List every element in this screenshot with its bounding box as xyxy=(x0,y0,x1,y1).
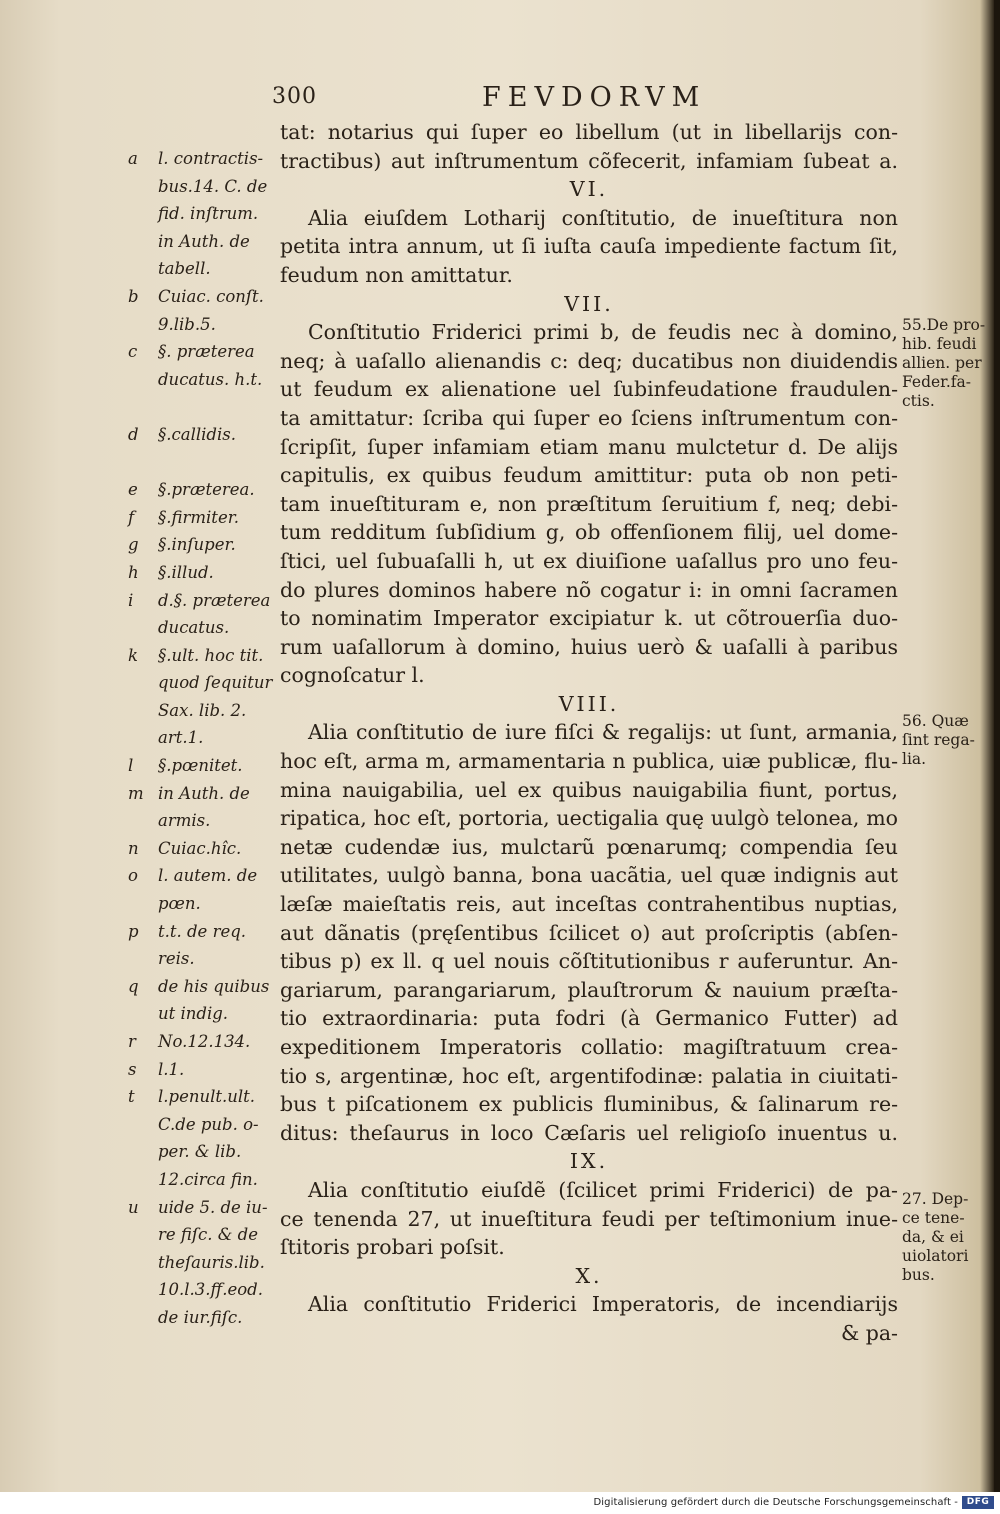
note-marker: d xyxy=(128,424,139,444)
text-line: to nominatim Imperator excipiatur k. ut cõtrouerſia duo- xyxy=(280,606,898,631)
text-line: tat: notarius qui ſuper eo libellum (ut in libellarijs con- xyxy=(280,120,898,144)
note-marker: r xyxy=(128,1032,136,1051)
marginal-note-line xyxy=(128,504,276,532)
section-heading: X. xyxy=(575,1263,603,1288)
text-line: ut feudum ex alienatione uel ſubinfeudatione fraudulen- xyxy=(280,377,898,402)
text-line: rum uaſallorum à domino, huius uerò & uaſalli à paribus xyxy=(280,634,898,659)
footer-credit: Digitalisierung gefördert durch die Deutsche Forschungsgemeinschaft - xyxy=(593,1497,958,1508)
running-head: FEVDORVM xyxy=(482,82,707,113)
note-citation: Sax. lib. 2. xyxy=(158,700,247,720)
marginal-note-line xyxy=(128,1276,276,1304)
note-citation: ducatus. xyxy=(158,618,230,638)
marginal-note-line xyxy=(128,862,276,890)
note-marker: n xyxy=(128,838,139,858)
note-citation: ducatus. h.t. xyxy=(158,369,263,389)
marginal-note-line xyxy=(128,835,276,863)
marginal-note-line xyxy=(128,393,276,421)
note-citation: t.t. de req. xyxy=(158,921,247,941)
note-citation: ut indig. xyxy=(158,1004,229,1024)
note-citation: No.12.134. xyxy=(158,1032,251,1051)
note-marker: g xyxy=(128,535,139,555)
note-marker: a xyxy=(128,149,138,168)
right-note-text: 55.De pro- hib. feudi allien. per Feder.fa- ctis. xyxy=(902,316,986,410)
note-citation: C.de pub. o- xyxy=(158,1114,259,1134)
marginal-note-line xyxy=(128,311,276,339)
text-line: Conſtitutio Friderici primi b, de feudis nec à domino, xyxy=(308,320,898,345)
text-line: tractibus) aut inſtrumentum cõfecerit, infamiam ſubeat a. xyxy=(280,148,898,173)
note-citation: reis. xyxy=(158,949,195,969)
text-line: tum redditum ſubſidium g, ob offenſionem filij, uel dome- xyxy=(280,520,898,545)
note-marker: h xyxy=(128,562,139,582)
marginal-note-line xyxy=(128,752,276,780)
note-citation: Cuiac.hîc. xyxy=(158,838,242,858)
marginal-note-line xyxy=(128,1056,276,1084)
marginal-note-line xyxy=(128,173,276,201)
note-marker: s xyxy=(128,1059,137,1079)
note-citation: bus.14. C. de xyxy=(158,176,268,196)
marginal-note-line xyxy=(128,200,276,228)
text-line: neq; à uaſallo alienandis c: deq; ducatibus non diuidendis xyxy=(280,348,898,373)
note-citation: l. autem. de xyxy=(158,866,258,886)
text-line: feudum non amittatur. xyxy=(280,262,513,287)
text-line: & pa- xyxy=(840,1320,898,1345)
note-citation: armis. xyxy=(158,811,211,831)
dfg-logo[interactable]: DFG xyxy=(962,1496,994,1509)
text-line: netæ cudendæ ius, mulctarũ pœnarumq; compendia ſeu xyxy=(280,834,898,859)
marginal-note-line xyxy=(128,973,276,1001)
marginal-note-line xyxy=(128,1194,276,1222)
section-heading: VII. xyxy=(564,291,614,316)
marginal-note-line xyxy=(128,697,276,725)
note-citation: §.præterea. xyxy=(158,480,255,500)
text-line: ta amittatur: ſcriba qui ſuper eo ſciens inſtrumentum con- xyxy=(280,405,898,430)
section-heading: VI. xyxy=(569,177,609,202)
footer-bar xyxy=(0,1492,1000,1514)
marginal-note-line xyxy=(128,1000,276,1028)
note-citation: tabell. xyxy=(158,259,211,279)
page-number: 300 xyxy=(272,84,317,109)
note-citation: art.1. xyxy=(158,728,204,748)
note-citation: re fiſc. & de xyxy=(158,1225,258,1245)
marginal-note-line xyxy=(128,642,276,670)
note-citation: uide 5. de iu- xyxy=(158,1197,268,1217)
marginal-note-line xyxy=(128,283,276,311)
note-marker: i xyxy=(128,590,134,610)
marginal-note-line xyxy=(128,724,276,752)
marginal-note-line xyxy=(128,1083,276,1111)
note-citation: pœn. xyxy=(158,894,201,914)
right-note-56 xyxy=(902,712,994,769)
section-heading: VIII. xyxy=(558,691,620,716)
note-citation: §.inſuper. xyxy=(158,535,236,555)
note-marker: f xyxy=(128,507,135,527)
marginal-note-line xyxy=(128,559,276,587)
right-note-55 xyxy=(902,316,994,411)
text-line: utilitates, uulgò banna, bona uacãtia, uel quæ indignis aut xyxy=(280,863,898,888)
note-citation: in Auth. de xyxy=(158,783,250,803)
scan-edge xyxy=(994,0,1000,1492)
text-line: ditus: theſaurus in loco Cæſaris uel religioſo inuentus u. xyxy=(280,1120,898,1145)
note-citation: l. contractis- xyxy=(158,149,264,168)
text-line: ſtitoris probari poſsit. xyxy=(280,1235,505,1260)
marginal-note-line xyxy=(128,1111,276,1139)
marginal-note-line xyxy=(128,890,276,918)
text-line: Alia conſtitutio Friderici Imperatoris, de incendiarijs xyxy=(308,1292,898,1317)
note-marker: c xyxy=(128,342,138,362)
section-heading: IX. xyxy=(569,1149,609,1174)
left-marginal-notes xyxy=(128,145,276,1332)
text-line: Alia conſtitutio eiuſdẽ (ſcilicet primi Friderici) de pa- xyxy=(308,1177,898,1202)
note-citation: in Auth. de xyxy=(158,231,250,251)
note-citation: fid. inſtrum. xyxy=(158,204,259,224)
text-line: ce tenenda 27, ut inueſtitura feudi per teſtimonium inue- xyxy=(280,1206,898,1231)
marginal-note-line xyxy=(128,531,276,559)
right-note-text: 27. Dep- ce tene- da, & ei uiolatori bus. xyxy=(902,1190,969,1284)
marginal-note-line xyxy=(128,1304,276,1332)
note-marker: p xyxy=(128,921,139,941)
text-line: Alia conſtitutio de iure fiſci & regalijs: ut ſunt, armania, xyxy=(308,720,898,745)
text-line: gariarum, parangariarum, plauſtrorum & nauium præſta- xyxy=(280,977,898,1002)
note-citation: §. præterea xyxy=(158,342,255,362)
note-citation: §.pœnitet. xyxy=(158,756,243,776)
text-line: expeditionem Imperatoris collatio: magiſtratuum crea- xyxy=(280,1035,898,1059)
note-citation: de iur.fiſc. xyxy=(158,1307,243,1327)
marginal-note-line xyxy=(128,945,276,973)
note-citation: de his quibus xyxy=(158,976,270,996)
note-marker: m xyxy=(128,783,144,803)
main-text-block xyxy=(280,118,898,1348)
note-citation: §.firmiter. xyxy=(158,507,240,527)
note-citation: theſauris.lib. xyxy=(158,1252,265,1272)
note-marker: o xyxy=(128,866,138,886)
marginal-note-line xyxy=(128,587,276,615)
marginal-note-line xyxy=(128,1221,276,1249)
note-marker: u xyxy=(128,1197,139,1217)
text-line: tio s, argentinæ, hoc eſt, argentifodinæ: palatia in ciuitati- xyxy=(280,1063,898,1088)
text-line: ſcripſit, ſuper infamiam etiam manu mulctetur d. De alijs xyxy=(280,434,898,459)
text-line: bus t piſcationem ex publicis fluminibus, & ſalinarum re- xyxy=(280,1092,898,1117)
note-citation: 12.circa fin. xyxy=(158,1169,258,1189)
text-line: læſæ maieſtatis reis, aut inceſtas contrahentibus nuptias, xyxy=(280,892,898,917)
text-line: tibus p) ex ll. q uel nouis cõſtitutionibus r auferuntur. An- xyxy=(280,949,898,974)
text-line: Alia eiuſdem Lotharij conſtitutio, de inueſtitura non xyxy=(308,205,898,230)
text-line: petita intra annum, ut ſi iuſta cauſa impediente factum ſit, xyxy=(280,234,898,259)
note-marker: t xyxy=(128,1087,135,1107)
marginal-note-line xyxy=(128,614,276,642)
note-citation: 9.lib.5. xyxy=(158,314,216,334)
note-citation: quod ſequitur xyxy=(158,673,273,693)
text-line: tam inueſtituram e, non præſtitum ſeruitium f, neq; debi- xyxy=(280,491,898,516)
marginal-note-line xyxy=(128,255,276,283)
marginal-note-line xyxy=(128,145,276,173)
note-citation: §.ult. hoc tit. xyxy=(158,645,264,665)
note-marker: b xyxy=(128,286,139,306)
right-note-text: 56. Quæ ſint rega- lia. xyxy=(902,712,975,768)
text-line: tio extraordinaria: puta fodri (à Germanico Futter) ad xyxy=(280,1006,898,1031)
note-citation: l.1. xyxy=(158,1059,185,1079)
right-note-27 xyxy=(902,1190,994,1285)
text-line: do plures dominos habere nõ cogatur i: in omni ſacramen xyxy=(280,577,898,602)
marginal-note-line xyxy=(128,366,276,394)
marginal-note-line xyxy=(128,1249,276,1277)
note-marker: l xyxy=(128,756,134,776)
note-citation: Cuiac. conſt. xyxy=(158,286,264,306)
marginal-note-line xyxy=(128,338,276,366)
text-line: aut dãnatis (pręſentibus ſcilicet o) aut proſcriptis (abſen- xyxy=(280,920,898,945)
marginal-note-line xyxy=(128,449,276,477)
marginal-note-line xyxy=(128,918,276,946)
text-line: cognoſcatur l. xyxy=(280,663,425,688)
note-citation: d.§. præterea xyxy=(158,590,271,610)
text-line: capitulis, ex quibus feudum amittitur: puta ob non peti- xyxy=(280,463,898,488)
note-marker: e xyxy=(128,480,138,500)
note-citation: per. & lib. xyxy=(158,1142,242,1162)
marginal-note-line xyxy=(128,421,276,449)
marginal-note-line xyxy=(128,476,276,504)
marginal-note-line xyxy=(128,807,276,835)
marginal-note-line xyxy=(128,1138,276,1166)
note-citation: 10.l.3.ff.eod. xyxy=(158,1280,263,1300)
text-line: mina nauigabilia, uel ex quibus nauigabilia fiunt, portus, xyxy=(280,777,898,802)
note-citation: §.callidis. xyxy=(158,424,236,444)
note-citation: l.penult.ult. xyxy=(158,1087,256,1107)
marginal-note-line xyxy=(128,1166,276,1194)
marginal-note-line xyxy=(128,228,276,256)
note-marker: q xyxy=(128,976,139,996)
text-line: ripatica, hoc eſt, portoria, uectigalia quę uulgò telonea, mo xyxy=(280,806,898,831)
marginal-note-line xyxy=(128,780,276,808)
note-marker: k xyxy=(128,645,138,665)
text-line: ſtici, uel ſubuaſalli h, ut ex diuiſione uaſallus pro uno feu- xyxy=(280,548,898,573)
note-citation: §.illud. xyxy=(158,562,214,582)
marginal-note-line xyxy=(128,669,276,697)
marginal-note-line xyxy=(128,1028,276,1056)
text-line: hoc eſt, arma m, armamentaria n publica, uiæ publicæ, flu- xyxy=(280,749,898,774)
